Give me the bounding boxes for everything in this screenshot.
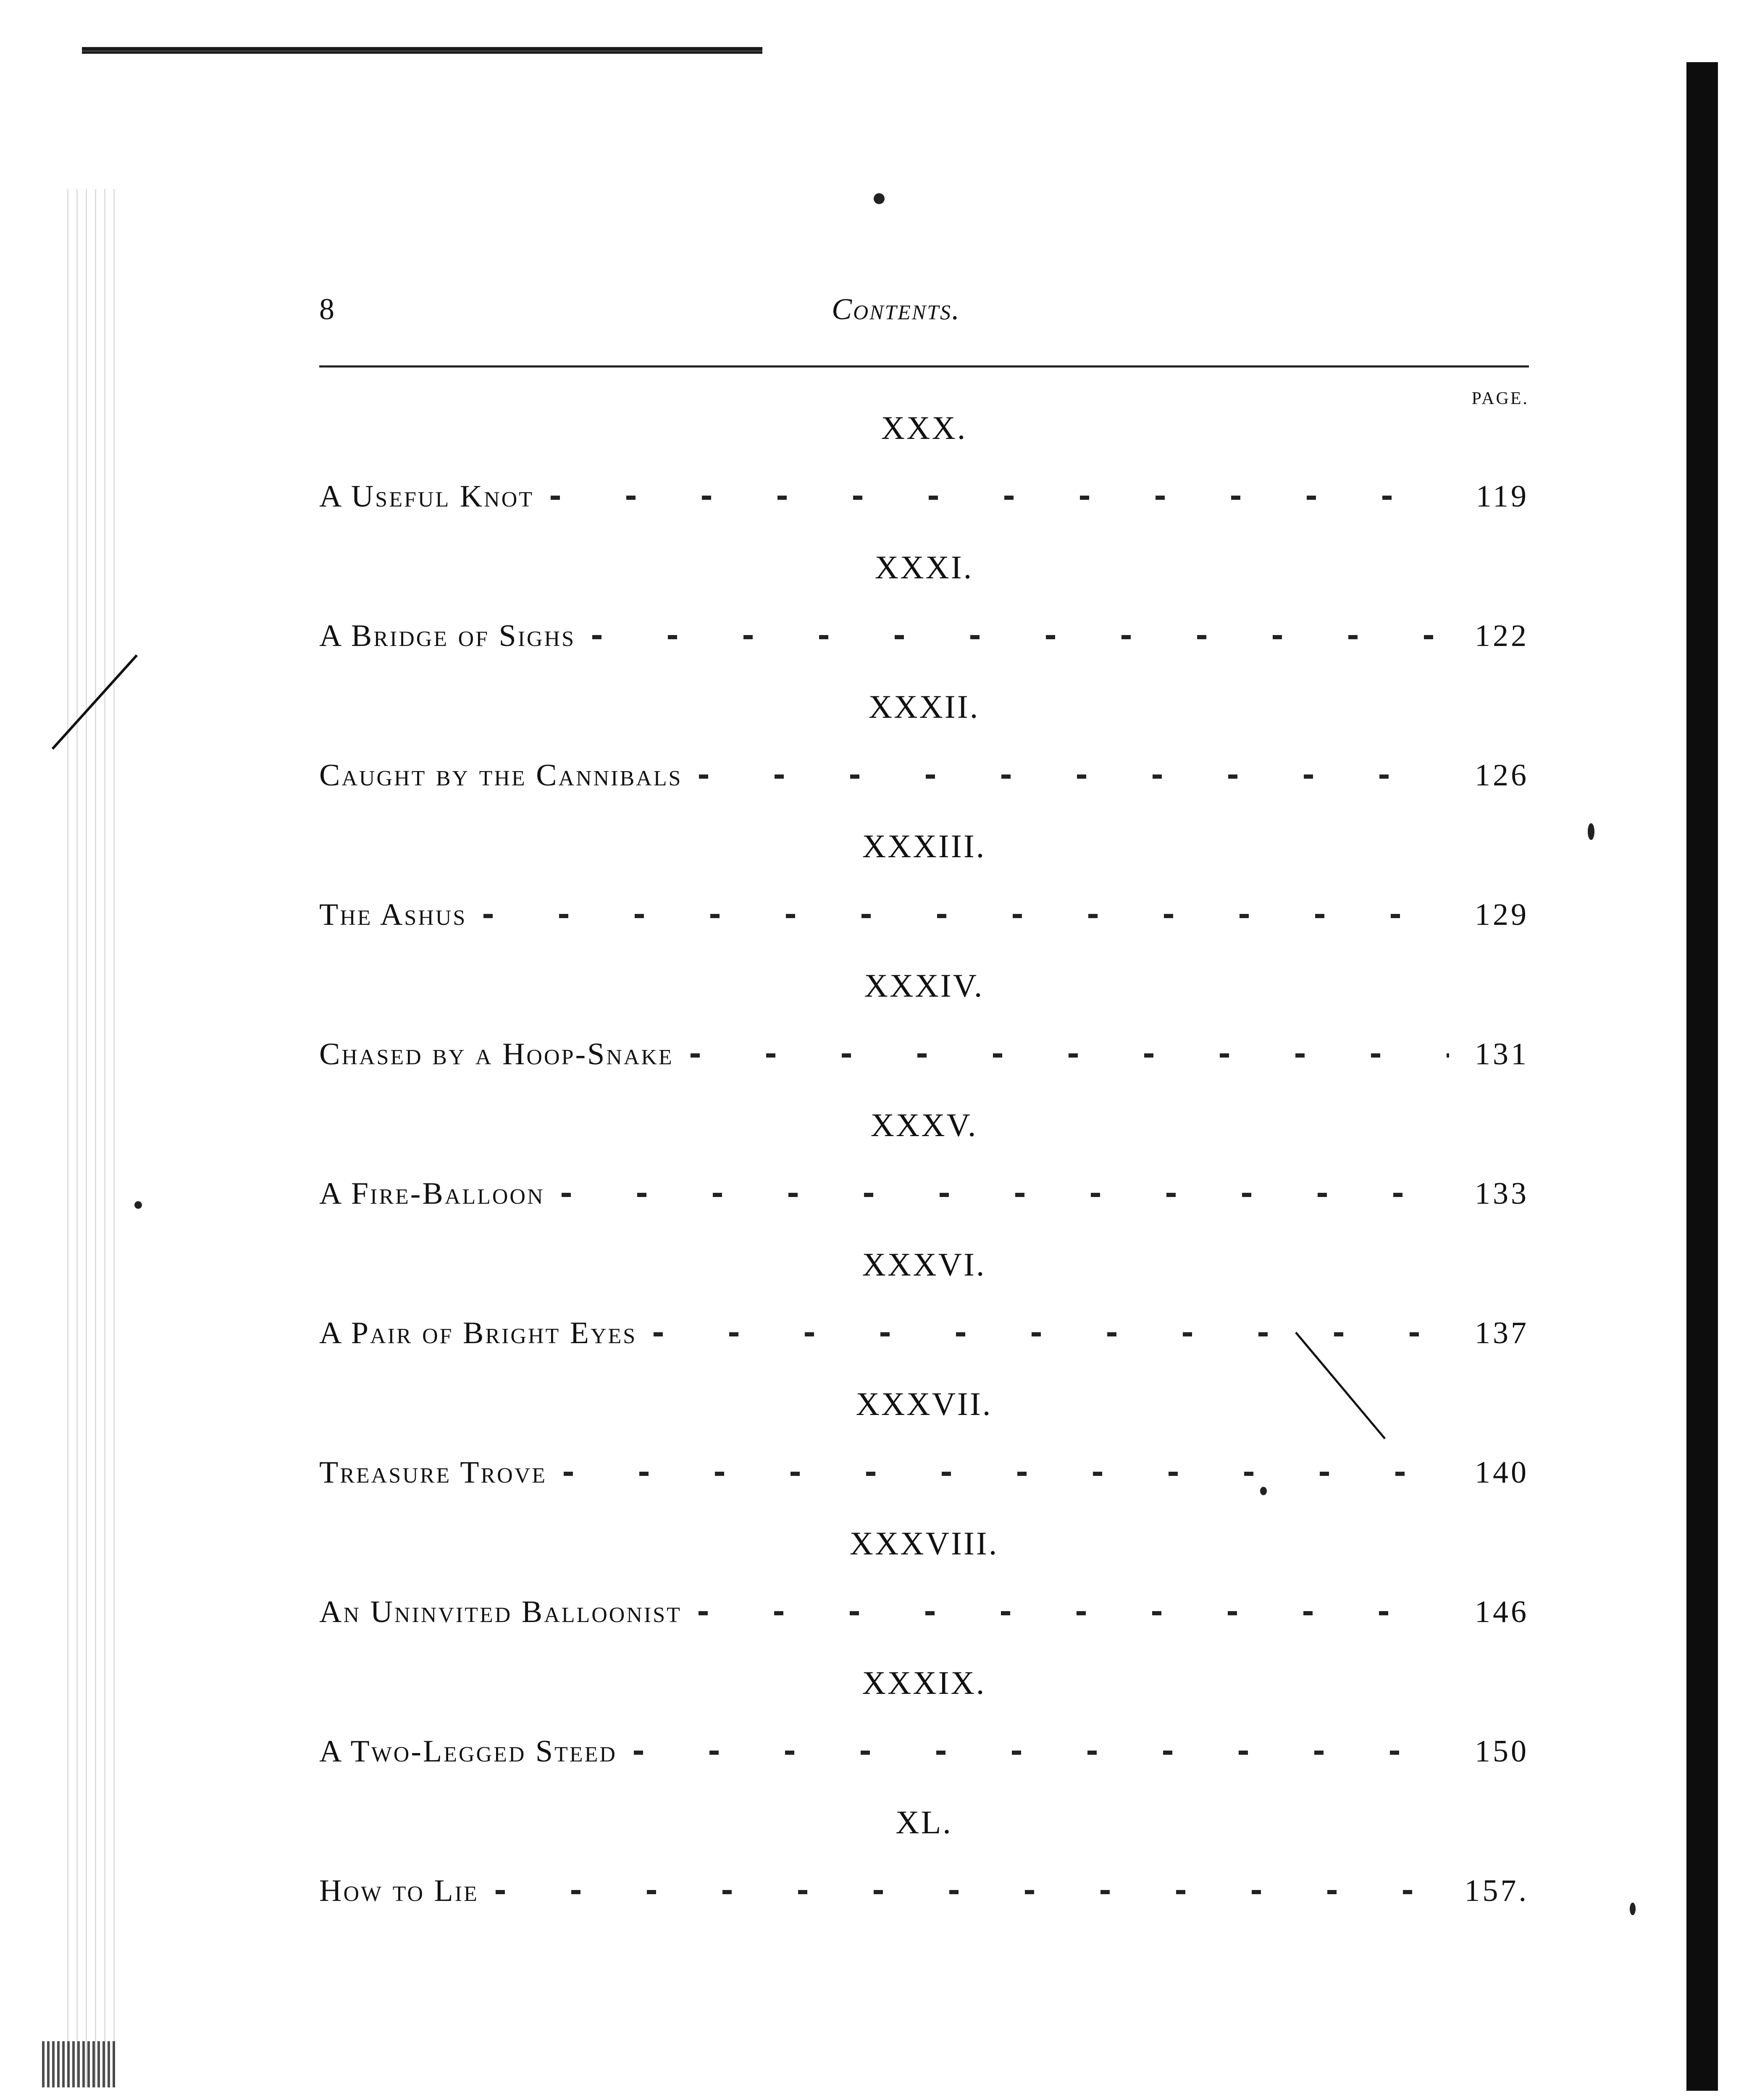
dot-leader <box>592 635 1449 639</box>
entry-line <box>319 758 1529 795</box>
scan-left-binding-corner <box>42 2041 118 2087</box>
dot-leader <box>654 1332 1449 1336</box>
chapter-title: Chased by a Hoop-Snake <box>319 1037 674 1071</box>
contents-entry <box>319 412 1529 551</box>
page-reference: 146 <box>1475 1595 1529 1629</box>
contents-entry <box>319 969 1529 1109</box>
page-reference: 131 <box>1475 1037 1529 1071</box>
page-reference: 157. <box>1464 1874 1529 1908</box>
dot-leader <box>699 1611 1449 1615</box>
dot-leader <box>634 1751 1449 1755</box>
chapter-number: XXXII. <box>868 688 980 725</box>
entry-line <box>319 479 1529 517</box>
chapter-title: The Ashus <box>319 898 467 932</box>
page-reference: 119 <box>1476 479 1529 514</box>
contents-entry <box>319 1109 1529 1248</box>
contents-entry <box>319 830 1529 969</box>
dot-leader <box>691 1053 1449 1058</box>
contents-entry <box>319 1664 1529 1806</box>
chapter-number: XXXIII. <box>862 828 986 864</box>
entry-line <box>319 1873 1529 1911</box>
page-reference: 126 <box>1475 758 1529 793</box>
chapter-title: A Pair of Bright Eyes <box>319 1316 637 1350</box>
page-header <box>319 286 1529 349</box>
running-title: Contents. <box>832 292 961 326</box>
entry-line <box>319 897 1529 935</box>
chapter-number: XXXI. <box>875 549 974 585</box>
entry-line <box>319 1594 1529 1632</box>
page-reference: 140 <box>1475 1455 1529 1490</box>
page-reference: 137 <box>1475 1316 1529 1350</box>
contents-entry <box>319 1806 1529 1945</box>
scan-right-edge-shadow <box>1686 62 1718 2091</box>
chapter-title: Caught by the Cannibals <box>319 758 683 793</box>
chapter-number: XXXIX. <box>862 1664 986 1701</box>
dot-leader <box>551 496 1449 500</box>
scan-speck <box>1630 1903 1636 1915</box>
scan-speck <box>134 1201 142 1209</box>
scan-left-binding-edge <box>63 189 122 2087</box>
contents-entry <box>319 1248 1529 1388</box>
chapter-number: XXXV. <box>870 1107 978 1143</box>
chapter-number: XXX. <box>881 410 967 446</box>
contents-entry <box>319 1388 1529 1527</box>
header-rule <box>319 365 1529 368</box>
entry-line <box>319 1037 1529 1074</box>
chapter-title: A Useful Knot <box>319 479 534 514</box>
chapter-title: A Two-Legged Steed <box>319 1734 617 1769</box>
scan-speck <box>1588 823 1594 840</box>
entry-line <box>319 1315 1529 1353</box>
entry-line <box>319 1176 1529 1214</box>
dot-leader <box>564 1472 1449 1476</box>
contents-entry <box>319 1527 1529 1667</box>
chapter-title: How to Lie <box>319 1874 479 1908</box>
contents-entry <box>319 690 1529 830</box>
page-reference: 122 <box>1475 619 1529 653</box>
contents-entry <box>319 551 1529 690</box>
scan-speck <box>874 193 885 204</box>
chapter-title: Treasure Trove <box>319 1455 547 1490</box>
chapter-number: XL. <box>896 1804 953 1840</box>
entry-line <box>319 1455 1529 1493</box>
scan-speck <box>1260 1487 1267 1495</box>
dot-leader <box>483 914 1449 918</box>
chapter-title: An Uninvited Balloonist <box>319 1595 682 1629</box>
chapter-number: XXXVI. <box>862 1246 986 1283</box>
entry-line <box>319 618 1529 656</box>
dot-leader <box>496 1890 1448 1894</box>
chapter-title: A Bridge of Sighs <box>319 619 576 653</box>
page-column-label: PAGE. <box>1471 389 1529 408</box>
page-reference: 133 <box>1475 1176 1529 1211</box>
entry-line <box>319 1734 1529 1772</box>
chapter-number: XXXVII. <box>856 1386 993 1422</box>
contents-list <box>319 412 1529 1945</box>
chapter-title: A Fire-Balloon <box>319 1176 545 1211</box>
page-reference: 150 <box>1475 1734 1529 1769</box>
dot-leader <box>699 774 1449 779</box>
chapter-number: XXXVIII. <box>849 1525 999 1562</box>
page-reference: 129 <box>1475 898 1529 932</box>
scan-top-edge-line <box>82 50 762 52</box>
contents-page <box>319 286 1529 1924</box>
page-number: 8 <box>319 292 334 326</box>
dot-leader <box>562 1193 1449 1197</box>
chapter-number: XXXIV. <box>864 967 984 1004</box>
